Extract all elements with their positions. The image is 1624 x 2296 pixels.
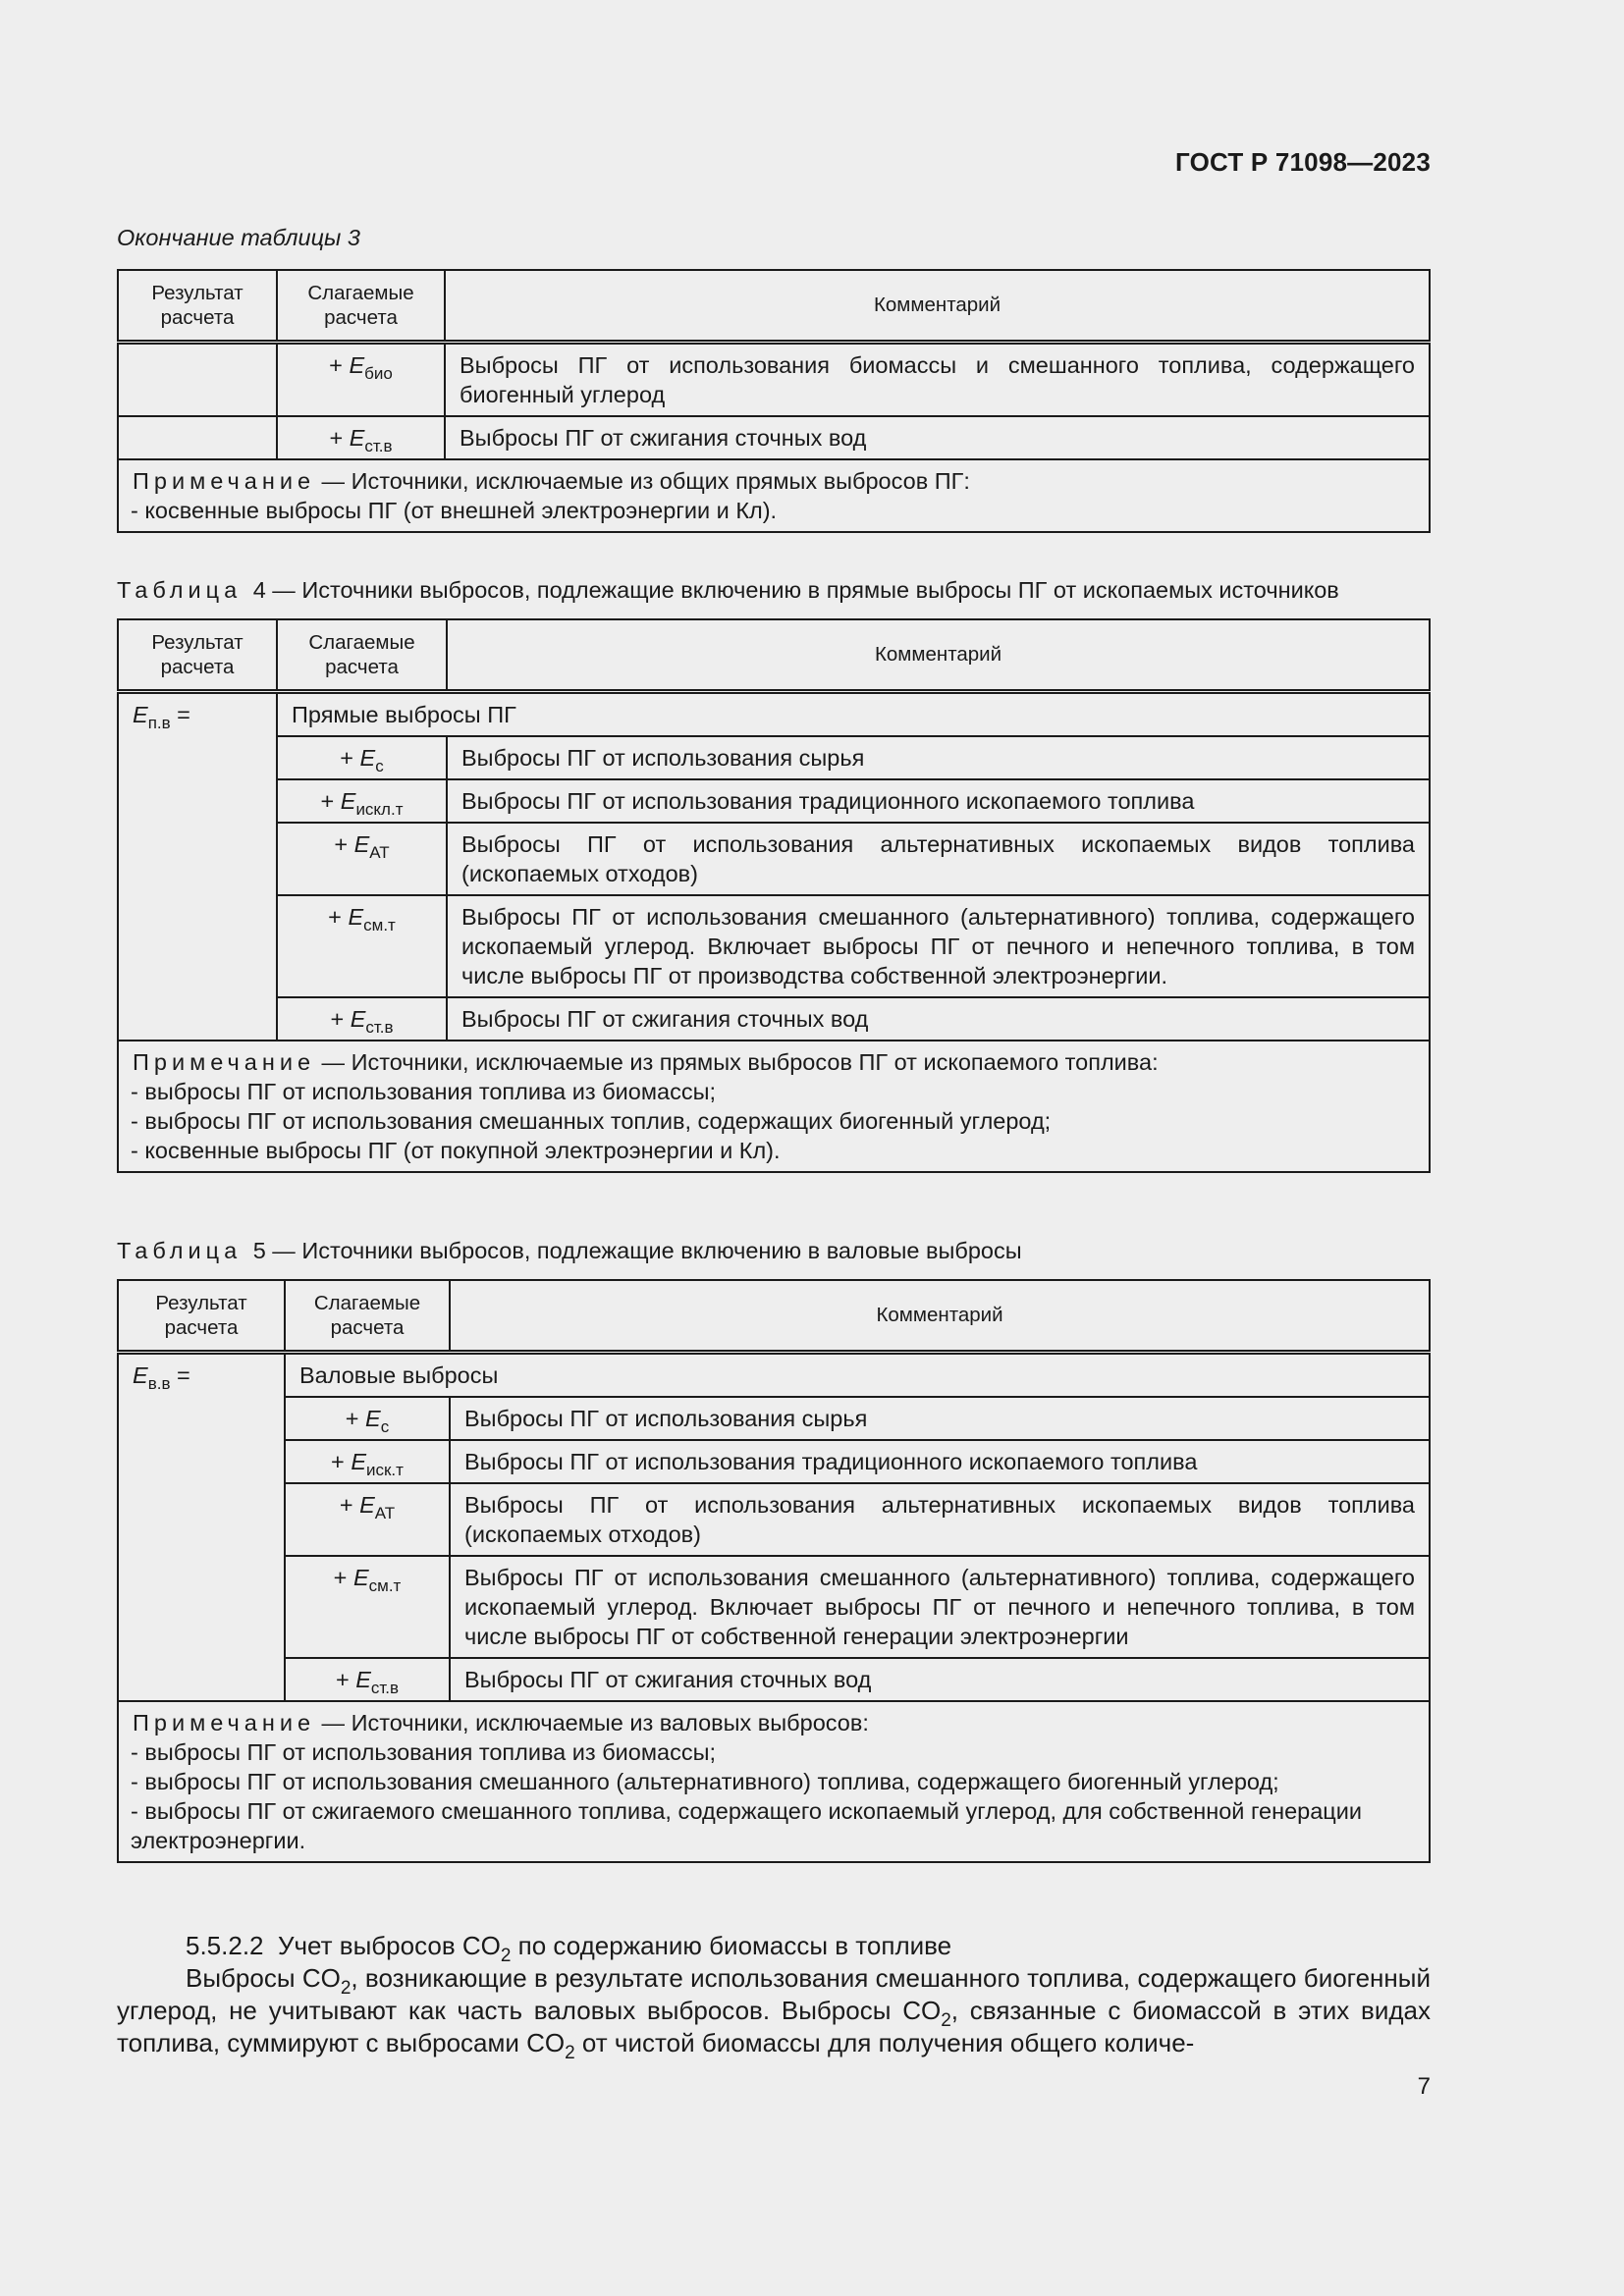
note-item: - выбросы ПГ от использования смешанных топлив, содержащих биогенный углерод; — [131, 1107, 1052, 1134]
comment-cell: Выбросы ПГ от использования сырья — [447, 736, 1430, 779]
table-row — [118, 1440, 1430, 1483]
term-cell: + $E_с$ — [285, 1397, 450, 1440]
comment-cell: Выбросы ПГ от сжигания сточных вод — [445, 416, 1430, 459]
section-heading: 5.5.2.2 Учет выбросов $CO_2$ по содержанию биомассы в топливе — [186, 1931, 952, 1966]
term-cell: + $E_{ст.в}$ — [277, 416, 445, 459]
note-label: Примечание — [133, 1048, 316, 1075]
table-note: Примечание — Источники, исключаемые из общих прямых выбросов ПГ: - косвенные выбросы ПГ (от внешней электроэнергии и Кл). — [118, 459, 1430, 532]
table-note: Примечание — Источники, исключаемые из прямых выбросов ПГ от ископаемого топлива: - выбросы ПГ от использования топлива из биомассы; - выбросы ПГ от использования смешанных топлив, содержащих биогенный углерод; - косвенные выбросы ПГ (от покупной электроэнергии и Кл). — [118, 1041, 1430, 1172]
table5 — [117, 1279, 1431, 1863]
comment-cell: Выбросы ПГ от использования сырья — [450, 1397, 1430, 1440]
header-comment: Комментарий — [445, 270, 1430, 342]
table-row — [118, 416, 1430, 459]
comment-cell: Выбросы ПГ от использования альтернативных ископаемых видов топлива (ископаемых отходов) — [450, 1483, 1430, 1556]
table-row — [118, 997, 1430, 1041]
term-cell: + $E_{АТ}$ — [277, 823, 447, 895]
table-row — [118, 895, 1430, 997]
table-row — [118, 1397, 1430, 1440]
term-cell: + $E_{см.т}$ — [285, 1556, 450, 1658]
note-item: - косвенные выбросы ПГ (от покупной электроэнергии и Кл). — [131, 1137, 781, 1163]
section-5-5-2-2 — [117, 1930, 1431, 2063]
standard-code: ГОСТ Р 71098—2023 — [1175, 147, 1431, 177]
note-item: - выбросы ПГ от сжигаемого смешанного топлива, содержащего ископаемый углерод, для собственной генерации электроэнергии. — [131, 1797, 1362, 1853]
note-label: Примечание — [133, 1709, 316, 1735]
header-result: Результат расчета — [118, 270, 277, 342]
term-cell: + $E_{иск.т}$ — [285, 1440, 450, 1483]
table-note: Примечание — Источники, исключаемые из валовых выбросов: - выбросы ПГ от использования топлива из биомассы; - выбросы ПГ от использования смешанного (альтернативного) топлива, содержащего биогенный углерод; - выбросы ПГ от сжигаемого смешанного топлива, содержащего ископаемый углерод, для собственной генерации электроэнергии. — [118, 1701, 1430, 1862]
group-title: Валовые выбросы — [285, 1352, 1430, 1397]
header-comment: Комментарий — [447, 619, 1430, 691]
comment-cell: Выбросы ПГ от использования традиционного ископаемого топлива — [447, 779, 1430, 823]
result-cell: $E_{в.в}$ = — [118, 1352, 285, 1701]
comment-cell: Выбросы ПГ от использования альтернативных ископаемых видов топлива (ископаемых отходов) — [447, 823, 1430, 895]
note-label: Примечание — [133, 467, 316, 494]
comment-cell: Выбросы ПГ от сжигания сточных вод — [447, 997, 1430, 1041]
table-row — [118, 779, 1430, 823]
comment-cell: Выбросы ПГ от использования традиционного ископаемого топлива — [450, 1440, 1430, 1483]
result-cell: $E_{п.в}$ = — [118, 691, 277, 1041]
header-result: Результат расчета — [118, 1280, 285, 1352]
group-title: Прямые выбросы ПГ — [277, 691, 1430, 736]
section-paragraph: Выбросы $CO_2$, возникающие в результате использования смешанного топлива, содержащего биогенный углерод, не учитывают как часть валовых выбросов. Выбросы $CO_2$, связанные с биомассой в этих видах топлива, суммируют с выбросами $CO_2$ от чистой биомассы для получения общего количе- — [117, 1963, 1431, 2063]
term-cell: + $E_{ст.в}$ — [285, 1658, 450, 1701]
table3 — [117, 269, 1431, 533]
header-terms: Слагаемые расчета — [277, 619, 447, 691]
term-cell: + $E_{ст.в}$ — [277, 997, 447, 1041]
header-comment: Комментарий — [450, 1280, 1430, 1352]
term-cell: + $E_{био}$ — [277, 342, 445, 416]
note-item: - выбросы ПГ от использования топлива из биомассы; — [131, 1738, 717, 1765]
table5-caption: Таблица 5 — Источники выбросов, подлежащие включению в валовые выбросы — [117, 1238, 1022, 1263]
table4 — [117, 618, 1431, 1173]
comment-cell: Выбросы ПГ от использования смешанного (альтернативного) топлива, содержащего ископаемый углерод. Включает выбросы ПГ от печного и непечного топлива, в том числе выбросы ПГ от производства собственной электроэнергии. — [447, 895, 1430, 997]
note-item: - выбросы ПГ от использования смешанного (альтернативного) топлива, содержащего биогенный углерод; — [131, 1768, 1279, 1794]
comment-cell: Выбросы ПГ от использования смешанного (альтернативного) топлива, содержащего ископаемый углерод. Включает выбросы ПГ от печного и непечного топлива, в том числе выбросы ПГ от собственной генерации электроэнергии — [450, 1556, 1430, 1658]
page-number: 7 — [1417, 2073, 1431, 2100]
table4-caption: Таблица 4 — Источники выбросов, подлежащие включению в прямые выбросы ПГ от ископаемых источников — [117, 577, 1339, 603]
table-row — [118, 342, 1430, 416]
table-row — [118, 1483, 1430, 1556]
table-row — [118, 736, 1430, 779]
table3-caption: Окончание таблицы 3 — [117, 225, 360, 250]
header-result: Результат расчета — [118, 619, 277, 691]
table-row — [118, 1658, 1430, 1701]
note-item: - косвенные выбросы ПГ (от внешней электроэнергии и Кл). — [131, 497, 778, 523]
table-row — [118, 1556, 1430, 1658]
term-cell: + $E_{см.т}$ — [277, 895, 447, 997]
note-item: - выбросы ПГ от использования топлива из биомассы; — [131, 1078, 717, 1104]
comment-cell: Выбросы ПГ от сжигания сточных вод — [450, 1658, 1430, 1701]
table-row — [118, 823, 1430, 895]
header-terms: Слагаемые расчета — [285, 1280, 450, 1352]
term-cell: + $E_с$ — [277, 736, 447, 779]
term-cell: + $E_{АТ}$ — [285, 1483, 450, 1556]
comment-cell: Выбросы ПГ от использования биомассы и смешанного топлива, содержащего биогенный углерод — [445, 342, 1430, 416]
term-cell: + $E_{искл.т}$ — [277, 779, 447, 823]
header-terms: Слагаемые расчета — [277, 270, 445, 342]
